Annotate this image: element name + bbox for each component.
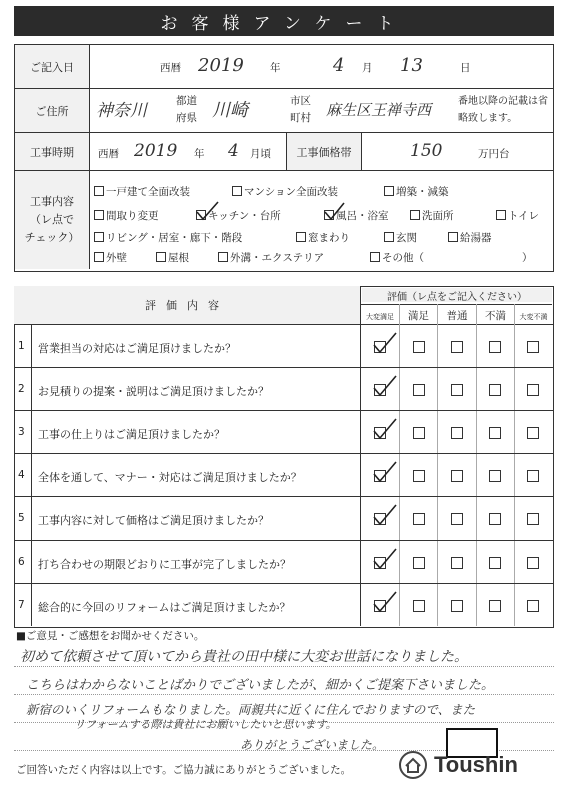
question-text: 営業担当の対応はご満足頂けましたか？ bbox=[38, 342, 236, 355]
address-town-unit: 町村 bbox=[290, 112, 311, 124]
rating-checkbox[interactable] bbox=[527, 513, 539, 525]
row-divider bbox=[14, 583, 554, 584]
date-year: 2019 bbox=[198, 55, 244, 76]
work-option[interactable]: 増築・減築 bbox=[384, 184, 449, 199]
question-text: 打ち合わせの期限どおりに工事が完了しましたか？ bbox=[38, 557, 291, 571]
rating-checkbox[interactable] bbox=[413, 341, 425, 353]
work-option[interactable]: マンション全面改装 bbox=[232, 184, 338, 199]
rating-checkbox[interactable] bbox=[413, 427, 425, 439]
checkbox[interactable] bbox=[384, 186, 394, 196]
question-text: 工事の仕上りはご満足頂けましたか？ bbox=[38, 428, 225, 442]
checkbox[interactable] bbox=[94, 252, 104, 262]
comment-line-3: 新宿のいくリフォームもなりました。両親共に近くに住んでおりますので、また bbox=[26, 702, 476, 717]
rating-checkbox[interactable] bbox=[451, 557, 463, 569]
rating-checkbox[interactable] bbox=[527, 427, 539, 439]
rating-checkbox[interactable] bbox=[413, 513, 425, 525]
rating-checkbox[interactable] bbox=[489, 341, 501, 353]
question-number: 6 bbox=[18, 555, 25, 568]
rating-checkbox[interactable] bbox=[527, 557, 539, 569]
logo-text: Toushin bbox=[434, 752, 518, 777]
level-neutral: 普通 bbox=[446, 310, 468, 322]
row-divider bbox=[14, 367, 554, 368]
work-option-close: ） bbox=[522, 252, 533, 264]
date-day: 13 bbox=[400, 55, 423, 76]
work-option[interactable]: 洗面所 bbox=[410, 208, 454, 223]
checkbox[interactable] bbox=[496, 210, 506, 220]
footer-thanks: ご回答いただく内容は以上です。ご協力誠にありがとうございました。 bbox=[16, 764, 352, 776]
rating-checkbox[interactable] bbox=[451, 427, 463, 439]
rating-checkbox[interactable] bbox=[451, 384, 463, 396]
work-label bbox=[15, 171, 90, 269]
price-unit: 万円台 bbox=[478, 148, 510, 160]
checkbox[interactable] bbox=[94, 210, 104, 220]
logo bbox=[398, 750, 518, 780]
checkbox[interactable] bbox=[232, 186, 242, 196]
rating-checkbox[interactable] bbox=[527, 470, 539, 482]
comments-label: ■ご意見・ご感想をお聞かせください。 bbox=[16, 630, 205, 642]
date-label: ご記入日 bbox=[15, 45, 90, 88]
period-year-unit: 年 bbox=[194, 148, 205, 160]
rating-checkbox[interactable] bbox=[527, 384, 539, 396]
rating-checkbox[interactable] bbox=[451, 513, 463, 525]
rating-header: 評価（レ点をご記入ください） bbox=[362, 288, 552, 302]
price-label: 工事価格帯 bbox=[286, 133, 362, 170]
period-label: 工事時期 bbox=[15, 133, 90, 170]
address-prefecture: 神奈川 bbox=[96, 101, 147, 121]
work-option[interactable]: 間取り変更 bbox=[94, 208, 159, 223]
work-option[interactable]: キッチン・台所 bbox=[196, 208, 281, 223]
address-pref-unit-bottom: 府県 bbox=[176, 112, 197, 124]
address-city: 川崎 bbox=[212, 100, 248, 121]
comment-line-4: リフォームする際は貴社にお願いしたいと思います。 bbox=[74, 718, 337, 731]
work-label-2: （レ点で bbox=[30, 213, 74, 226]
row-divider bbox=[14, 496, 554, 497]
question-text: 全体を通して、マナー・対応はご満足頂けましたか？ bbox=[38, 471, 302, 485]
house-logo-icon bbox=[398, 750, 428, 780]
work-option[interactable]: トイレ bbox=[496, 208, 539, 223]
question-number: 7 bbox=[18, 598, 25, 611]
checkbox[interactable] bbox=[94, 186, 104, 196]
rating-checkbox[interactable] bbox=[527, 341, 539, 353]
checkbox[interactable] bbox=[156, 252, 166, 262]
checkbox[interactable] bbox=[370, 252, 380, 262]
date-day-unit: 日 bbox=[460, 62, 471, 74]
level-satisfied: 満足 bbox=[408, 310, 429, 322]
rating-checkbox[interactable] bbox=[451, 470, 463, 482]
bath-check-mark bbox=[322, 200, 348, 222]
rating-checkbox[interactable] bbox=[413, 600, 425, 612]
row-divider bbox=[14, 540, 554, 541]
address-town: 麻生区王禅寺西 bbox=[326, 101, 432, 119]
comment-line-5: ありがとうございました。 bbox=[240, 738, 385, 752]
question-number: 4 bbox=[18, 469, 25, 482]
work-label-3: チェック） bbox=[24, 231, 80, 244]
work-option[interactable]: リビング・居室・廊下・階段 bbox=[94, 230, 242, 245]
checkbox[interactable] bbox=[218, 252, 228, 262]
rating-checkbox[interactable] bbox=[413, 557, 425, 569]
address-label: ご住所 bbox=[15, 89, 90, 132]
work-option[interactable]: その他（ bbox=[370, 250, 424, 265]
rating-checkbox[interactable] bbox=[489, 513, 501, 525]
rating-checkbox[interactable] bbox=[527, 600, 539, 612]
work-option[interactable]: 給湯器 bbox=[448, 230, 492, 245]
period-era: 西暦 bbox=[98, 148, 119, 160]
rating-checkbox[interactable] bbox=[413, 384, 425, 396]
check-mark bbox=[371, 373, 399, 399]
kitchen-check-mark bbox=[194, 200, 220, 222]
work-option[interactable]: 屋根 bbox=[156, 250, 189, 265]
period-month: 4 bbox=[228, 141, 239, 161]
date-month-unit: 月 bbox=[362, 62, 373, 74]
comment-line-1: 初めて依頼させて頂いてから貴社の田中様に大変お世話になりました。 bbox=[20, 649, 468, 665]
work-option[interactable]: 風呂・浴室 bbox=[324, 208, 389, 223]
checkbox[interactable] bbox=[448, 232, 458, 242]
work-label-1: 工事内容 bbox=[30, 195, 74, 208]
rating-checkbox[interactable] bbox=[413, 470, 425, 482]
eval-table bbox=[14, 286, 554, 628]
rating-checkbox[interactable] bbox=[451, 600, 463, 612]
check-mark bbox=[371, 502, 399, 528]
address-note: 番地以降の記載は省略致します。 bbox=[458, 96, 548, 124]
comment-line-2: こちらはわからないことばかりでございましたが、細かくご提案下さいました。 bbox=[26, 678, 495, 693]
level-dissatisfied: 不満 bbox=[485, 310, 506, 322]
question-text: 工事内容に対して価格はご満足頂けましたか？ bbox=[38, 514, 269, 528]
row-divider bbox=[14, 410, 554, 411]
rating-checkbox[interactable] bbox=[489, 557, 501, 569]
period-year: 2019 bbox=[134, 141, 178, 161]
rating-checkbox[interactable] bbox=[489, 427, 501, 439]
question-number: 1 bbox=[18, 340, 25, 352]
checkbox[interactable] bbox=[94, 232, 104, 242]
checkbox[interactable] bbox=[296, 232, 306, 242]
work-option[interactable]: 外溝・エクステリア bbox=[218, 250, 324, 265]
question-text: お見積りの提案・説明はご満足頂けましたか？ bbox=[38, 385, 269, 399]
check-mark bbox=[371, 459, 399, 485]
date-year-unit: 年 bbox=[270, 62, 281, 74]
checkbox[interactable] bbox=[410, 210, 420, 220]
question-text: 総合的に今回のリフォームはご満足頂けましたか？ bbox=[38, 600, 291, 614]
checkbox[interactable] bbox=[384, 232, 394, 242]
date-era: 西暦 bbox=[160, 62, 181, 74]
level-very-dissatisfied: 大変不満 bbox=[519, 313, 548, 321]
check-mark bbox=[371, 330, 399, 356]
period-month-unit: 月頃 bbox=[250, 148, 271, 160]
work-option[interactable]: 外壁 bbox=[94, 250, 127, 265]
rating-checkbox[interactable] bbox=[489, 600, 501, 612]
work-option[interactable]: 玄関 bbox=[384, 230, 417, 245]
question-number: 3 bbox=[18, 426, 25, 439]
check-mark bbox=[371, 589, 399, 615]
rating-checkbox[interactable] bbox=[489, 384, 501, 396]
eval-header: 評価内容 bbox=[14, 286, 360, 324]
price-value: 150 bbox=[410, 141, 443, 161]
row-divider bbox=[14, 453, 554, 454]
address-pref-unit-top: 都道 bbox=[176, 95, 197, 107]
question-number: 2 bbox=[18, 383, 25, 396]
question-number: 5 bbox=[18, 512, 25, 525]
check-mark bbox=[371, 546, 399, 572]
rating-checkbox[interactable] bbox=[489, 470, 501, 482]
level-very-satisfied: 大変満足 bbox=[366, 313, 394, 321]
form-title: お客様アンケート bbox=[14, 6, 554, 36]
rating-checkbox[interactable] bbox=[451, 341, 463, 353]
check-mark bbox=[371, 416, 399, 442]
date-month: 4 bbox=[333, 55, 345, 76]
address-city-unit: 市区 bbox=[290, 95, 311, 107]
work-option[interactable]: 窓まわり bbox=[296, 230, 350, 245]
work-option[interactable]: 一戸建て全面改装 bbox=[94, 184, 190, 199]
